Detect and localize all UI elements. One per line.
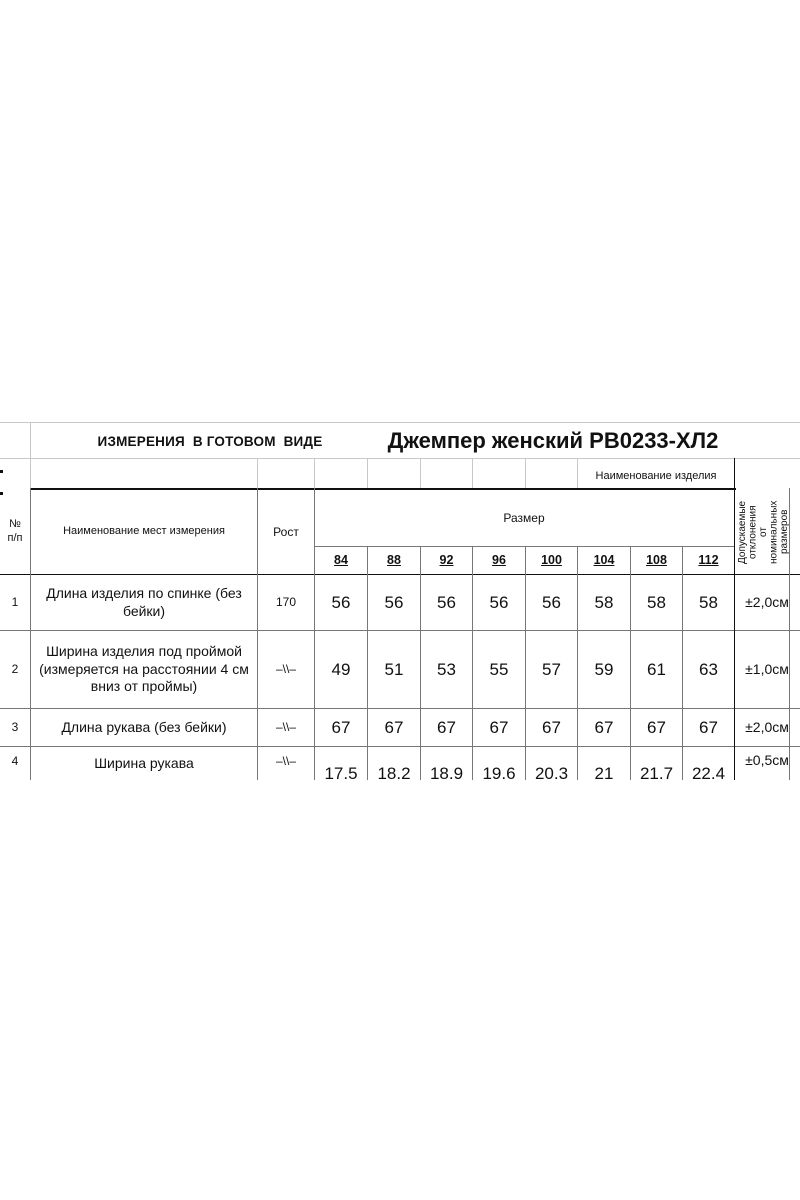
measurement-name: Ширина изделия под проймой (измеряется на расстоянии 4 см вниз от проймы): [39, 643, 249, 695]
size-value: 20.3: [534, 764, 569, 780]
size-header: 92: [439, 553, 454, 568]
height-value: –\\–: [275, 753, 296, 768]
size-value: 53: [437, 659, 456, 679]
size-value: 67: [489, 717, 509, 737]
height-column-header: Рост: [273, 524, 299, 539]
size-value: 67: [647, 717, 666, 737]
size-value: 21.7: [639, 764, 674, 780]
number-column-header: № п/п: [7, 518, 23, 544]
tolerance-value: ±1,0см: [745, 660, 789, 677]
size-value: 58: [699, 592, 718, 612]
size-value: 18.2: [377, 764, 411, 780]
size-header: 104: [593, 553, 615, 568]
row-number: 1: [11, 595, 19, 609]
tolerance-column-header: Допускаемые отклонения от номинальных размеров: [737, 500, 790, 564]
size-value: 51: [384, 659, 404, 679]
size-value: 63: [699, 659, 718, 679]
height-value: –\\–: [275, 662, 296, 676]
size-value: 57: [542, 659, 561, 679]
height-value: –\\–: [275, 720, 296, 734]
size-value: 18.9: [429, 764, 464, 780]
measurement-table: [0, 422, 800, 780]
size-header: 96: [492, 553, 506, 568]
size-header: 84: [334, 553, 348, 568]
measurement-name: Длина изделия по спинке (без бейки): [46, 585, 242, 619]
size-value: 55: [489, 659, 509, 679]
tolerance-value: ±0,5см: [745, 752, 789, 769]
size-value: 56: [331, 592, 351, 612]
size-value: 17.5: [324, 764, 358, 780]
size-value: 67: [594, 717, 614, 737]
size-value: 49: [331, 659, 351, 679]
size-header: 88: [387, 553, 401, 568]
product-name-label: Наименование изделия: [595, 470, 717, 483]
size-value: 58: [594, 592, 614, 612]
size-header: 108: [646, 553, 667, 568]
section-title: ИЗМЕРЕНИЯ В ГОТОВОМ ВИДЕ: [97, 433, 323, 449]
row-number: 4: [11, 753, 19, 768]
size-value: 59: [594, 659, 614, 679]
size-value: 19.6: [482, 764, 516, 780]
size-value: 56: [437, 592, 456, 612]
size-value: 56: [542, 592, 561, 612]
size-value: 22.4: [691, 764, 726, 780]
document-title: Джемпер женский РВ0233-ХЛ2: [387, 428, 719, 454]
size-value: 56: [384, 592, 404, 612]
size-value: 56: [489, 592, 509, 612]
size-value: 58: [647, 592, 666, 612]
size-value: 67: [437, 717, 456, 737]
size-value: 61: [647, 659, 666, 679]
size-value: 67: [331, 717, 351, 737]
height-value: 170: [275, 595, 297, 609]
row-number: 2: [11, 662, 19, 676]
row-number: 3: [11, 720, 19, 734]
size-value: 67: [542, 717, 561, 737]
size-value: 67: [384, 717, 404, 737]
size-value: 67: [699, 717, 718, 737]
measurement-name: Ширина рукава: [94, 755, 194, 772]
size-header: 100: [541, 553, 562, 568]
measurement-name: Длина рукава (без бейки): [61, 718, 227, 735]
measurement-column-header: Наименование мест измерения: [63, 525, 225, 538]
tolerance-value: ±2,0см: [745, 718, 789, 735]
size-value: 21: [594, 764, 614, 780]
size-header: 112: [698, 553, 719, 568]
tolerance-value: ±2,0см: [745, 593, 789, 610]
size-group-header: Размер: [503, 510, 545, 525]
